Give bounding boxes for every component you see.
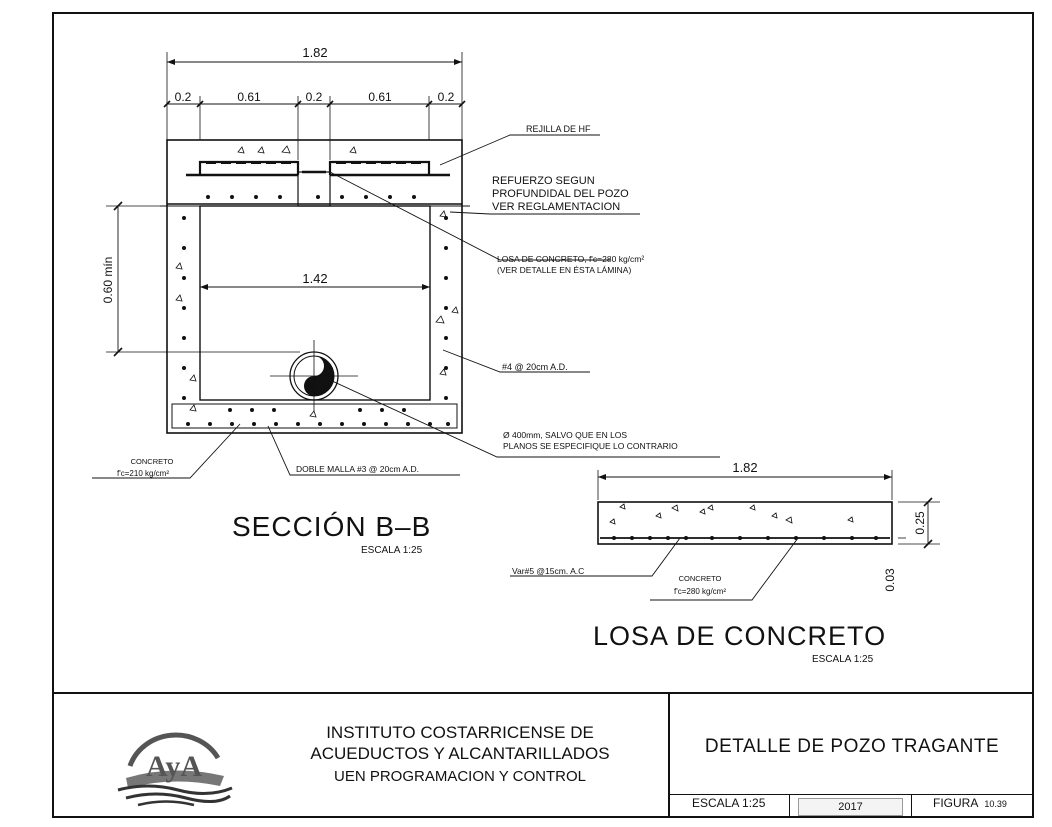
label-losa-2: (VER DETALLE EN ÉSTA LÁMINA) <box>497 265 632 275</box>
label-tubo-2: PLANOS SE ESPECIFIQUE LO CONTRARIO <box>503 441 678 451</box>
label-concreto-1: CONCRETO <box>130 457 174 466</box>
dim-part-5: 0.2 <box>437 90 455 104</box>
title-block-top-line <box>52 692 1034 694</box>
institution-unit: UEN PROGRAMACION Y CONTROL <box>334 768 586 785</box>
title-block-sep-2 <box>911 794 912 818</box>
tb-figure-label: FIGURA <box>933 796 979 810</box>
losa-dim-thickness: 0.25 <box>913 511 927 535</box>
institution-line-2: ACUEDUCTOS Y ALCANTARILLADOS <box>310 744 610 763</box>
losa-labels <box>512 460 927 665</box>
losa-dim-width: 1.82 <box>732 460 758 475</box>
label-refuerzo-3: VER REGLAMENTACION <box>492 201 621 213</box>
losa-title: LOSA DE CONCRETO <box>593 621 887 651</box>
label-varilla: #4 @ 20cm A.D. <box>502 362 568 372</box>
losa-dim-cover: 0.03 <box>883 568 897 592</box>
label-refuerzo-2: PROFUNDIDAL DEL POZO <box>492 188 629 200</box>
title-block-row-line <box>668 794 1034 795</box>
dim-part-4: 0.61 <box>368 90 392 104</box>
label-losa-1: LOSA DE CONCRETO, f'c=280 kg/cm² <box>497 254 645 264</box>
dim-height: 0.60 mín <box>101 256 115 304</box>
dim-total: 1.82 <box>302 45 328 60</box>
dim-part-1: 0.2 <box>174 90 192 104</box>
dim-part-3: 0.2 <box>305 90 323 104</box>
dim-inner: 1.42 <box>302 271 328 286</box>
losa-label-varilla: Var#5 @15cm. A.C <box>512 566 585 576</box>
section-bb-labels <box>101 45 678 556</box>
tb-figure <box>933 796 1007 810</box>
dim-part-2: 0.61 <box>237 90 261 104</box>
label-malla: DOBLE MALLA #3 @ 20cm A.D. <box>296 464 419 474</box>
tb-year: 2017 <box>798 798 903 816</box>
institution-line-1: INSTITUTO COSTARRICENSE DE <box>326 723 594 742</box>
section-bb-scale: ESCALA 1:25 <box>361 545 423 556</box>
svg-text:AyA: AyA <box>145 750 203 783</box>
losa-label-concreto-1: CONCRETO <box>678 574 722 583</box>
label-rejilla: REJILLA DE HF <box>526 124 591 134</box>
label-tubo-1: Ø 400mm, SALVO QUE EN LOS <box>503 430 628 440</box>
aya-logo <box>108 706 238 810</box>
losa-detail <box>510 470 940 600</box>
losa-scale: ESCALA 1:25 <box>812 654 874 665</box>
institution-block <box>270 722 650 787</box>
sheet-title: DETALLE DE POZO TRAGANTE <box>704 736 1000 757</box>
tb-scale: ESCALA 1:25 <box>692 796 766 810</box>
tb-figure-number: 10.39 <box>984 799 1007 809</box>
losa-label-concreto-2: f'c=280 kg/cm² <box>674 587 726 596</box>
section-bb-title: SECCIÓN B–B <box>232 511 432 542</box>
label-concreto-2: f'c=210 kg/cm² <box>117 469 169 478</box>
label-refuerzo-1: REFUERZO SEGUN <box>492 175 595 187</box>
title-block-sep-1 <box>789 794 790 818</box>
